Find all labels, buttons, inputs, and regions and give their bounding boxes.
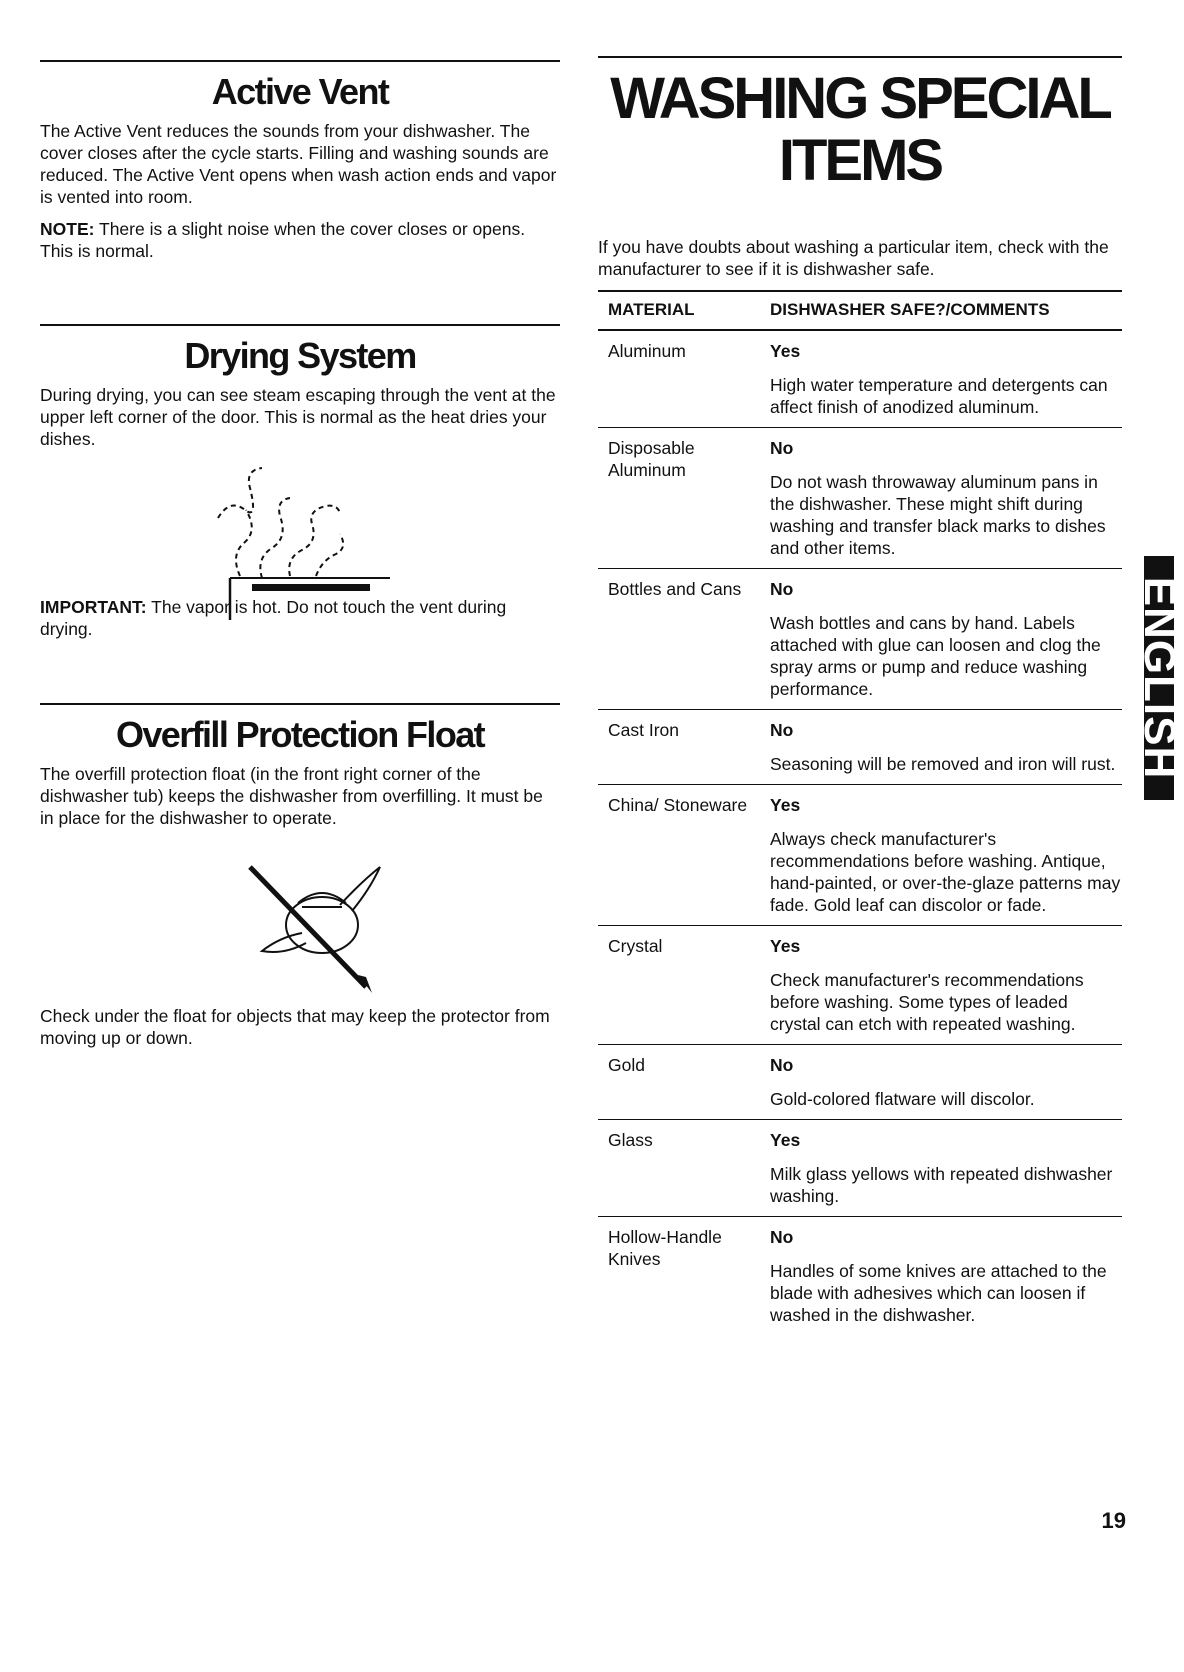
material-cell: Glass — [598, 1120, 760, 1217]
comment-cell — [760, 710, 1122, 785]
comment-cell — [760, 428, 1122, 569]
section-rule — [40, 60, 560, 62]
table-row — [598, 785, 1122, 926]
note-text: There is a slight noise when the cover closes or opens. This is normal. — [40, 219, 526, 261]
table-row — [598, 330, 1122, 428]
drying-system-section — [40, 324, 560, 640]
active-vent-title: Active Vent — [211, 71, 389, 112]
drying-system-title: Drying System — [184, 335, 416, 376]
comment-cell — [760, 1217, 1122, 1336]
comment: Handles of some knives are attached to the blade with adhesives which can loosen if washed in the dishwasher. — [770, 1261, 1107, 1325]
page-title — [598, 68, 1122, 192]
title-rule — [598, 56, 1122, 58]
verdict: No — [770, 1055, 794, 1075]
verdict: Yes — [770, 341, 801, 361]
comment: Seasoning will be removed and iron will rust. — [770, 754, 1116, 774]
header-material: MATERIAL — [598, 291, 760, 330]
comment: Always check manufacturer's recommendations before washing. Antique, hand-painted, or over-the-glaze patterns may fade. Gold leaf can discolor or fade. — [770, 829, 1121, 915]
section-rule — [40, 703, 560, 705]
comment-cell — [760, 1045, 1122, 1120]
drying-system-body: During drying, you can see steam escaping through the vent at the upper left corner of the door. This is normal as the heat dries your dishes. — [40, 385, 556, 449]
table-row — [598, 1217, 1122, 1336]
table-row — [598, 926, 1122, 1045]
material-cell: Cast Iron — [598, 710, 760, 785]
verdict: Yes — [770, 1130, 801, 1150]
section-rule — [40, 324, 560, 326]
comment-cell — [760, 926, 1122, 1045]
verdict: No — [770, 438, 794, 458]
material-cell: Gold — [598, 1045, 760, 1120]
active-vent-note — [40, 218, 560, 262]
comment: High water temperature and detergents can affect finish of anodized aluminum. — [770, 375, 1108, 417]
verdict: No — [770, 720, 794, 740]
title-line-1: WASHING SPECIAL — [610, 66, 1110, 131]
float-illustration — [40, 847, 560, 997]
overfill-body: The overfill protection float (in the front right corner of the dishwasher tub) keeps the dishwasher from overfilling. It must be in place for the dishwasher to operate. — [40, 764, 543, 828]
material-cell: Crystal — [598, 926, 760, 1045]
title-line-2: ITEMS — [778, 128, 942, 193]
verdict: Yes — [770, 936, 801, 956]
table-row — [598, 710, 1122, 785]
table-row — [598, 569, 1122, 710]
comment-cell — [760, 569, 1122, 710]
table-row — [598, 428, 1122, 569]
note-label: NOTE: — [40, 219, 95, 239]
active-vent-section — [40, 60, 560, 262]
active-vent-body: The Active Vent reduces the sounds from your dishwasher. The cover closes after the cycle starts. Filling and washing sounds are reduced. The Active Vent opens when wash action ends and vapor is vented into room. — [40, 121, 557, 207]
table-header-row — [598, 291, 1122, 330]
material-cell: Hollow-Handle Knives — [608, 1227, 722, 1269]
overfill-check: Check under the float for objects that may keep the protector from moving up or down. — [40, 1006, 550, 1048]
comment: Wash bottles and cans by hand. Labels attached with glue can loosen and clog the spray arms or pump and reduce washing performance. — [770, 613, 1101, 699]
material-cell: Disposable Aluminum — [598, 428, 760, 569]
verdict: Yes — [770, 795, 801, 815]
overfill-title: Overfill Protection Float — [115, 714, 485, 755]
comment: Check manufacturer's recommendations before washing. Some types of leaded crystal can etch with repeated washing. — [770, 970, 1084, 1034]
verdict: No — [770, 579, 794, 599]
right-column — [598, 56, 1122, 1335]
material-cell: Aluminum — [598, 330, 760, 428]
header-comments: DISHWASHER SAFE?/COMMENTS — [760, 291, 1122, 330]
comment: Milk glass yellows with repeated dishwasher washing. — [770, 1164, 1113, 1206]
items-table — [598, 290, 1122, 1335]
comment-cell — [760, 330, 1122, 428]
comment: Gold-colored flatware will discolor. — [770, 1089, 1035, 1109]
important-text: The vapor is hot. Do not touch the vent during drying. — [40, 597, 507, 639]
intro-text: If you have doubts about washing a particular item, check with the manufacturer to see if it is dishwasher safe. — [598, 237, 1109, 279]
table-row — [598, 1045, 1122, 1120]
drying-important — [40, 596, 560, 640]
comment-cell — [760, 785, 1122, 926]
material-cell: Bottles and Cans — [598, 569, 760, 710]
overfill-section — [40, 703, 560, 1049]
important-label: IMPORTANT: — [40, 597, 147, 617]
comment: Do not wash throwaway aluminum pans in the dishwasher. These might shift during washing and transfer black marks to dishes and other items. — [770, 472, 1106, 558]
steam-vent-illustration — [40, 458, 560, 598]
verdict: No — [770, 1227, 794, 1247]
material-cell: China/ Stoneware — [598, 785, 760, 926]
comment-cell — [760, 1120, 1122, 1217]
table-row — [598, 1120, 1122, 1217]
language-label: ENGLISH — [1135, 576, 1184, 780]
language-side-tab — [1135, 556, 1184, 800]
page-number: 19 — [1101, 1508, 1126, 1533]
